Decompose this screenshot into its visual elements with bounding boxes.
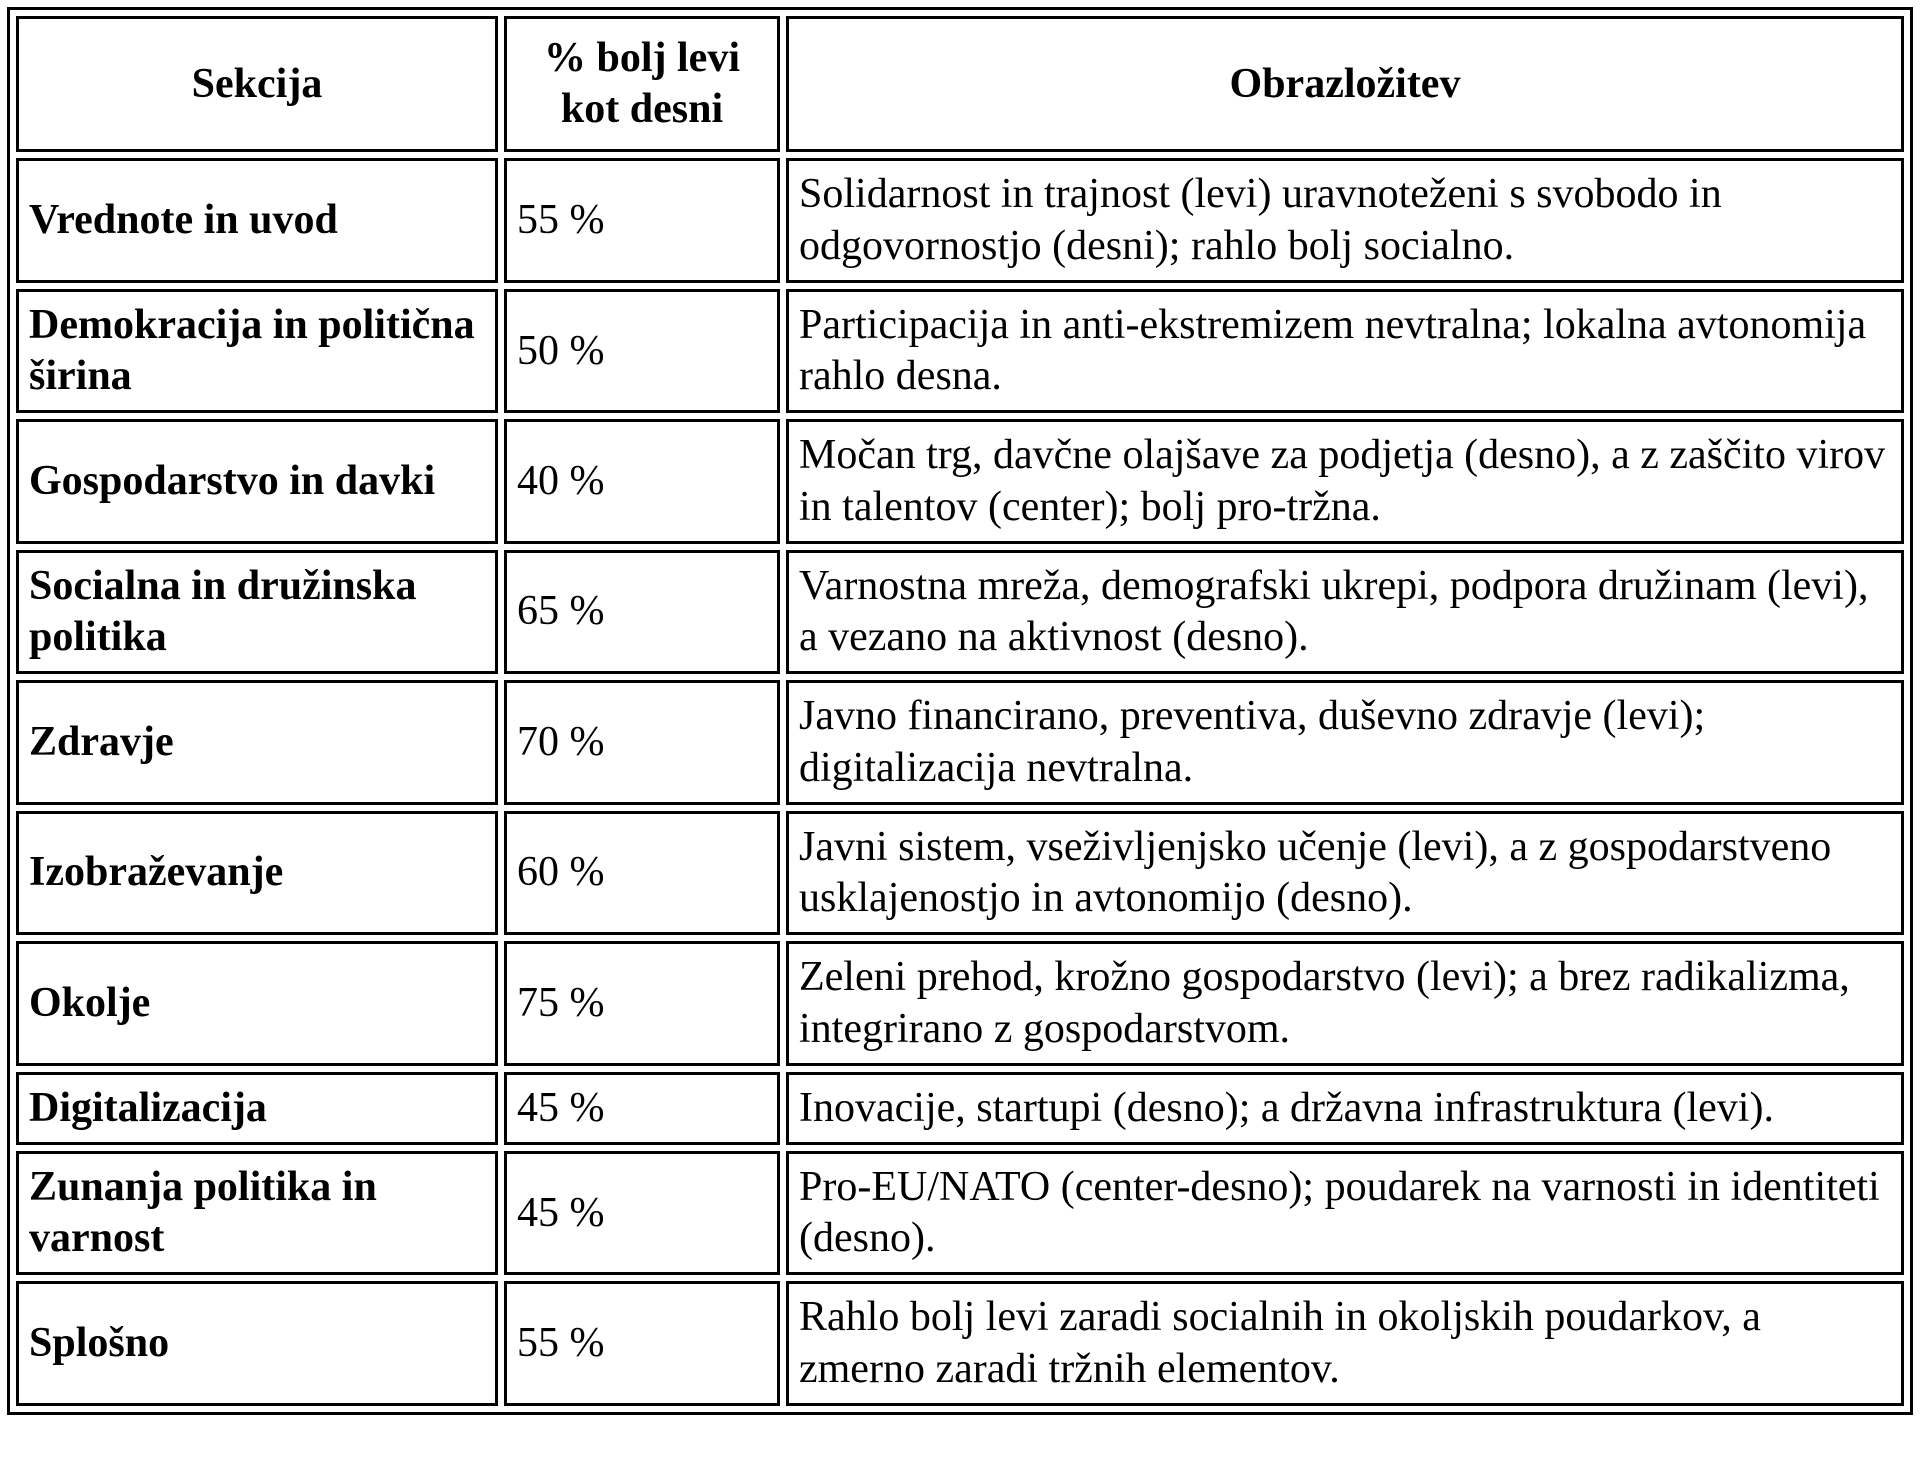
- explanation-cell: Participacija in anti-ekstremizem nevtralna; lokalna avtonomija rahlo desna.: [786, 289, 1904, 413]
- explanation-cell: Zeleni prehod, krožno gospodarstvo (levi); a brez radikalizma, integrirano z gospodarstvom.: [786, 941, 1904, 1065]
- percent-cell: 65 %: [504, 550, 780, 674]
- section-cell: Demokracija in politična širina: [16, 289, 498, 413]
- percent-cell: 40 %: [504, 419, 780, 543]
- table-row: [16, 680, 1904, 804]
- explanation-cell: Inovacije, startupi (desno); a državna infrastruktura (levi).: [786, 1072, 1904, 1145]
- table-row: [16, 419, 1904, 543]
- table-row: [16, 941, 1904, 1065]
- table-row: [16, 811, 1904, 935]
- section-cell: Socialna in družinska politika: [16, 550, 498, 674]
- table-row: [16, 1281, 1904, 1405]
- table-row: [16, 289, 1904, 413]
- section-cell: Splošno: [16, 1281, 498, 1405]
- section-cell: Gospodarstvo in davki: [16, 419, 498, 543]
- percent-cell: 45 %: [504, 1072, 780, 1145]
- explanation-cell: Javno financirano, preventiva, duševno zdravje (levi); digitalizacija nevtralna.: [786, 680, 1904, 804]
- section-cell: Zunanja politika in varnost: [16, 1151, 498, 1275]
- percent-cell: 55 %: [504, 1281, 780, 1405]
- percent-cell: 70 %: [504, 680, 780, 804]
- section-cell: Okolje: [16, 941, 498, 1065]
- percent-cell: 50 %: [504, 289, 780, 413]
- percent-cell: 55 %: [504, 158, 780, 282]
- explanation-cell: Pro-EU/NATO (center-desno); poudarek na varnosti in identiteti (desno).: [786, 1151, 1904, 1275]
- explanation-cell: Rahlo bolj levi zaradi socialnih in okoljskih poudarkov, a zmerno zaradi tržnih elementov.: [786, 1281, 1904, 1405]
- section-cell: Digitalizacija: [16, 1072, 498, 1145]
- table-row: [16, 158, 1904, 282]
- percent-cell: 60 %: [504, 811, 780, 935]
- section-cell: Vrednote in uvod: [16, 158, 498, 282]
- table-row: [16, 1072, 1904, 1145]
- header-percent: % bolj levi kot desni: [504, 16, 780, 152]
- table-row: [16, 550, 1904, 674]
- explanation-cell: Javni sistem, vseživljenjsko učenje (levi), a z gospodarstveno usklajenostjo in avtonomijo (desno).: [786, 811, 1904, 935]
- header-section: Sekcija: [16, 16, 498, 152]
- table-header: [16, 16, 1904, 152]
- percent-cell: 45 %: [504, 1151, 780, 1275]
- section-cell: Izobraževanje: [16, 811, 498, 935]
- header-row: [16, 16, 1904, 152]
- section-cell: Zdravje: [16, 680, 498, 804]
- explanation-cell: Varnostna mreža, demografski ukrepi, podpora družinam (levi), a vezano na aktivnost (desno).: [786, 550, 1904, 674]
- explanation-cell: Solidarnost in trajnost (levi) uravnoteženi s svobodo in odgovornostjo (desni); rahlo bolj socialno.: [786, 158, 1904, 282]
- percent-cell: 75 %: [504, 941, 780, 1065]
- section-alignment-table: [7, 7, 1913, 1415]
- table-body: [16, 158, 1904, 1405]
- table-row: [16, 1151, 1904, 1275]
- header-explanation: Obrazložitev: [786, 16, 1904, 152]
- explanation-cell: Močan trg, davčne olajšave za podjetja (desno), a z zaščito virov in talentov (center); bolj pro-tržna.: [786, 419, 1904, 543]
